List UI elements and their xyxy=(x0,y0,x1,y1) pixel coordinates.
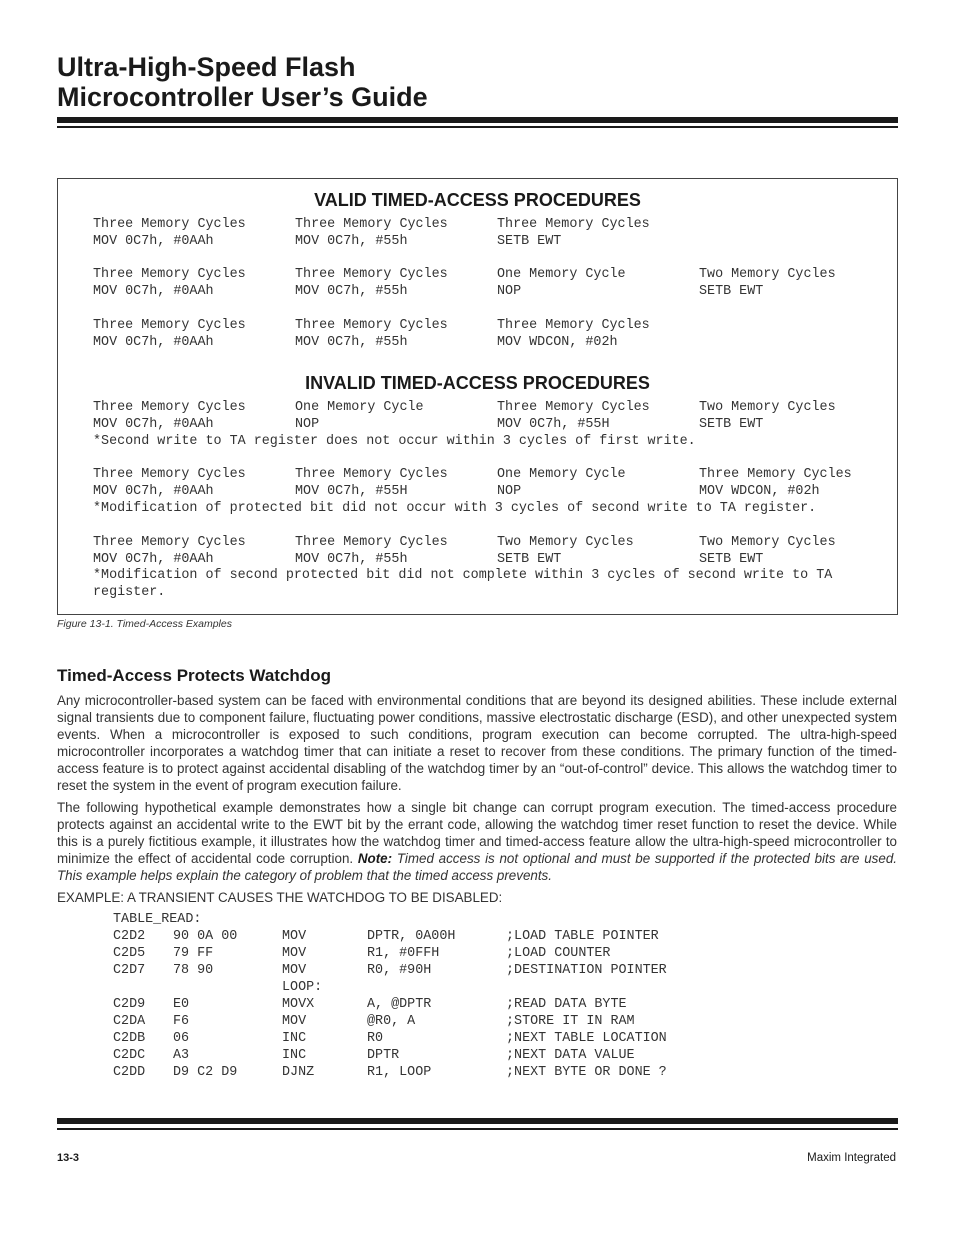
cell: SETB EWT xyxy=(699,284,764,299)
cell: SETB EWT xyxy=(699,552,764,567)
code-operands: @R0, A xyxy=(367,1014,416,1029)
code-address: C2DB xyxy=(113,1031,146,1046)
cell: MOV 0C7h, #0AAh xyxy=(93,234,214,249)
note-label: Note: xyxy=(357,851,393,866)
code-line xyxy=(113,1031,667,1048)
cell: Three Memory Cycles xyxy=(295,535,448,550)
page-number: 13-3 xyxy=(57,1152,80,1164)
cell: Three Memory Cycles xyxy=(93,535,246,550)
code-line xyxy=(113,997,627,1014)
cell: Three Memory Cycles xyxy=(699,467,852,482)
code-mnemonic: MOV xyxy=(282,963,307,978)
code-comment: ;LOAD COUNTER xyxy=(506,946,611,961)
invalid-procedures-heading: INVALID TIMED-ACCESS PROCEDURES xyxy=(305,373,650,393)
cell: Three Memory Cycles xyxy=(295,217,448,232)
code-mnemonic: INC xyxy=(282,1048,307,1063)
cell: Three Memory Cycles xyxy=(497,217,650,232)
cell: Three Memory Cycles xyxy=(497,400,650,415)
paragraph-2-body: The following hypothetical example demonstrates how a single bit change can corrupt program execution. The timed-access procedure protects against an accidental write to the EWT bit by the errant code, allowing the watchdog timer reset function to reset the device. While this is a purely fictitious example, it illustrates how the watchdog timer and timed-access feature allow the ultra-high-speed microcontroller to minimize the effect of accidental code corruption. xyxy=(57,800,897,866)
code-address: C2DD xyxy=(113,1065,146,1080)
cell: MOV 0C7h, #55h xyxy=(295,234,408,249)
code-line xyxy=(113,980,323,997)
code-bytes: 90 0A 00 xyxy=(173,929,238,944)
cell: MOV 0C7h, #0AAh xyxy=(93,484,214,499)
code-address: C2DC xyxy=(113,1048,146,1063)
code-mnemonic: INC xyxy=(282,1031,307,1046)
code-address: C2D7 xyxy=(113,963,146,978)
cell: Three Memory Cycles xyxy=(93,318,246,333)
cell: Three Memory Cycles xyxy=(497,318,650,333)
cell: MOV WDCON, #02h xyxy=(699,484,820,499)
invalid-note: *Modification of second protected bit did not complete within 3 cycles of second write to TA xyxy=(93,568,833,583)
cell: MOV 0C7h, #0AAh xyxy=(93,335,214,350)
paragraph-1: Any microcontroller-based system can be faced with environmental conditions that are beyond its designed abilities. These include external signal transients due to component failure, fluctuating power conditions, massive electrostatic discharge (ESD), and other unexpected system events. When a microcontroller is exposed to such conditions, program execution can become corrupted. The ultra-high-speed microcontroller incorporates a watchdog timer that can initiate a reset to recover from these conditions. The primary function of the timed-access feature is to protect against accidental disabling of the watchdog timer by an “out-of-control” device. This allows the watchdog timer to reset the system in the event of program execution failure. xyxy=(57,693,897,793)
code-address: C2DA xyxy=(113,1014,146,1029)
figure-caption: Figure 13-1. Timed-Access Examples xyxy=(57,618,232,630)
code-operands: A, @DPTR xyxy=(367,997,432,1012)
code-mnemonic: DJNZ xyxy=(282,1065,315,1080)
header-rule-thick xyxy=(57,117,898,123)
code-line xyxy=(113,1014,635,1031)
cell: MOV 0C7h, #55h xyxy=(295,552,408,567)
code-line xyxy=(113,929,659,946)
code-label: LOOP: xyxy=(282,980,323,995)
code-bytes: F6 xyxy=(173,1014,190,1029)
cell: NOP xyxy=(497,484,522,499)
code-mnemonic: MOV xyxy=(282,1014,307,1029)
code-bytes: 06 xyxy=(173,1031,190,1046)
cell: SETB EWT xyxy=(497,234,562,249)
code-operands: DPTR, 0A00H xyxy=(367,929,456,944)
code-operands: R0 xyxy=(367,1031,384,1046)
code-address: C2D9 xyxy=(113,997,146,1012)
cell: Three Memory Cycles xyxy=(93,400,246,415)
code-mnemonic: MOV xyxy=(282,946,307,961)
code-line xyxy=(113,912,202,929)
cell: MOV 0C7h, #55h xyxy=(295,284,408,299)
valid-procedures-heading: VALID TIMED-ACCESS PROCEDURES xyxy=(314,190,641,210)
cell: MOV WDCON, #02h xyxy=(497,335,618,350)
code-address: C2D5 xyxy=(113,946,146,961)
code-bytes: A3 xyxy=(173,1048,190,1063)
cell: Two Memory Cycles xyxy=(699,267,836,282)
cell: MOV 0C7h, #55h xyxy=(295,335,408,350)
cell: SETB EWT xyxy=(497,552,562,567)
code-operands: DPTR xyxy=(367,1048,400,1063)
example-label: EXAMPLE: A TRANSIENT CAUSES THE WATCHDOG TO BE DISABLED: xyxy=(57,890,503,905)
cell: Three Memory Cycles xyxy=(295,318,448,333)
code-comment: ;NEXT BYTE OR DONE ? xyxy=(506,1065,667,1080)
footer-rule-thin xyxy=(57,1128,898,1130)
invalid-note-continued: register. xyxy=(93,585,166,600)
code-bytes: D9 C2 D9 xyxy=(173,1065,238,1080)
document-title xyxy=(57,52,428,112)
title-line-2: Microcontroller User’s Guide xyxy=(57,82,428,112)
cell: MOV 0C7h, #55H xyxy=(295,484,408,499)
code-line xyxy=(113,1065,667,1082)
code-comment: ;LOAD TABLE POINTER xyxy=(506,929,659,944)
cell: Two Memory Cycles xyxy=(699,535,836,550)
cell: MOV 0C7h, #0AAh xyxy=(93,552,214,567)
code-comment: ;READ DATA BYTE xyxy=(506,997,627,1012)
code-comment: ;NEXT DATA VALUE xyxy=(506,1048,635,1063)
cell: One Memory Cycle xyxy=(497,267,626,282)
invalid-note: *Modification of protected bit did not occur with 3 cycles of second write to TA register. xyxy=(93,501,817,516)
cell: Three Memory Cycles xyxy=(93,217,246,232)
cell: One Memory Cycle xyxy=(295,400,424,415)
cell: NOP xyxy=(295,417,320,432)
cell: Two Memory Cycles xyxy=(497,535,634,550)
code-operands: R1, LOOP xyxy=(367,1065,432,1080)
code-comment: ;STORE IT IN RAM xyxy=(506,1014,635,1029)
code-operands: R1, #0FFH xyxy=(367,946,440,961)
code-comment: ;DESTINATION POINTER xyxy=(506,963,667,978)
cell: Three Memory Cycles xyxy=(93,467,246,482)
cell: Three Memory Cycles xyxy=(295,467,448,482)
header-rule-thin xyxy=(57,126,898,128)
cell: Three Memory Cycles xyxy=(295,267,448,282)
code-bytes: 79 FF xyxy=(173,946,214,961)
note-text: Timed access is not optional and must be supported if the protected bits are used. This example helps explain the category of problem that the timed access prevents. xyxy=(57,851,897,883)
cell: Two Memory Cycles xyxy=(699,400,836,415)
code-bytes: E0 xyxy=(173,997,190,1012)
cell: Three Memory Cycles xyxy=(93,267,246,282)
code-line xyxy=(113,1048,635,1065)
code-mnemonic: MOV xyxy=(282,929,307,944)
company-name: Maxim Integrated xyxy=(807,1152,896,1164)
paragraph-2 xyxy=(57,799,897,884)
invalid-note: *Second write to TA register does not occur within 3 cycles of first write. xyxy=(93,434,696,449)
title-line-1: Ultra-High-Speed Flash xyxy=(57,52,356,82)
code-line xyxy=(113,946,611,963)
code-operands: R0, #90H xyxy=(367,963,432,978)
cell: SETB EWT xyxy=(699,417,764,432)
cell: MOV 0C7h, #0AAh xyxy=(93,284,214,299)
timed-access-figure xyxy=(57,178,898,615)
cell: One Memory Cycle xyxy=(497,467,626,482)
code-line xyxy=(113,963,667,980)
cell: NOP xyxy=(497,284,522,299)
code-address: C2D2 xyxy=(113,929,146,944)
code-mnemonic: MOVX xyxy=(282,997,315,1012)
cell: MOV 0C7h, #0AAh xyxy=(93,417,214,432)
footer-rule-thick xyxy=(57,1118,898,1124)
code-address: TABLE_READ: xyxy=(113,912,202,927)
code-comment: ;NEXT TABLE LOCATION xyxy=(506,1031,667,1046)
section-heading: Timed-Access Protects Watchdog xyxy=(57,666,331,685)
cell: MOV 0C7h, #55H xyxy=(497,417,610,432)
code-bytes: 78 90 xyxy=(173,963,214,978)
